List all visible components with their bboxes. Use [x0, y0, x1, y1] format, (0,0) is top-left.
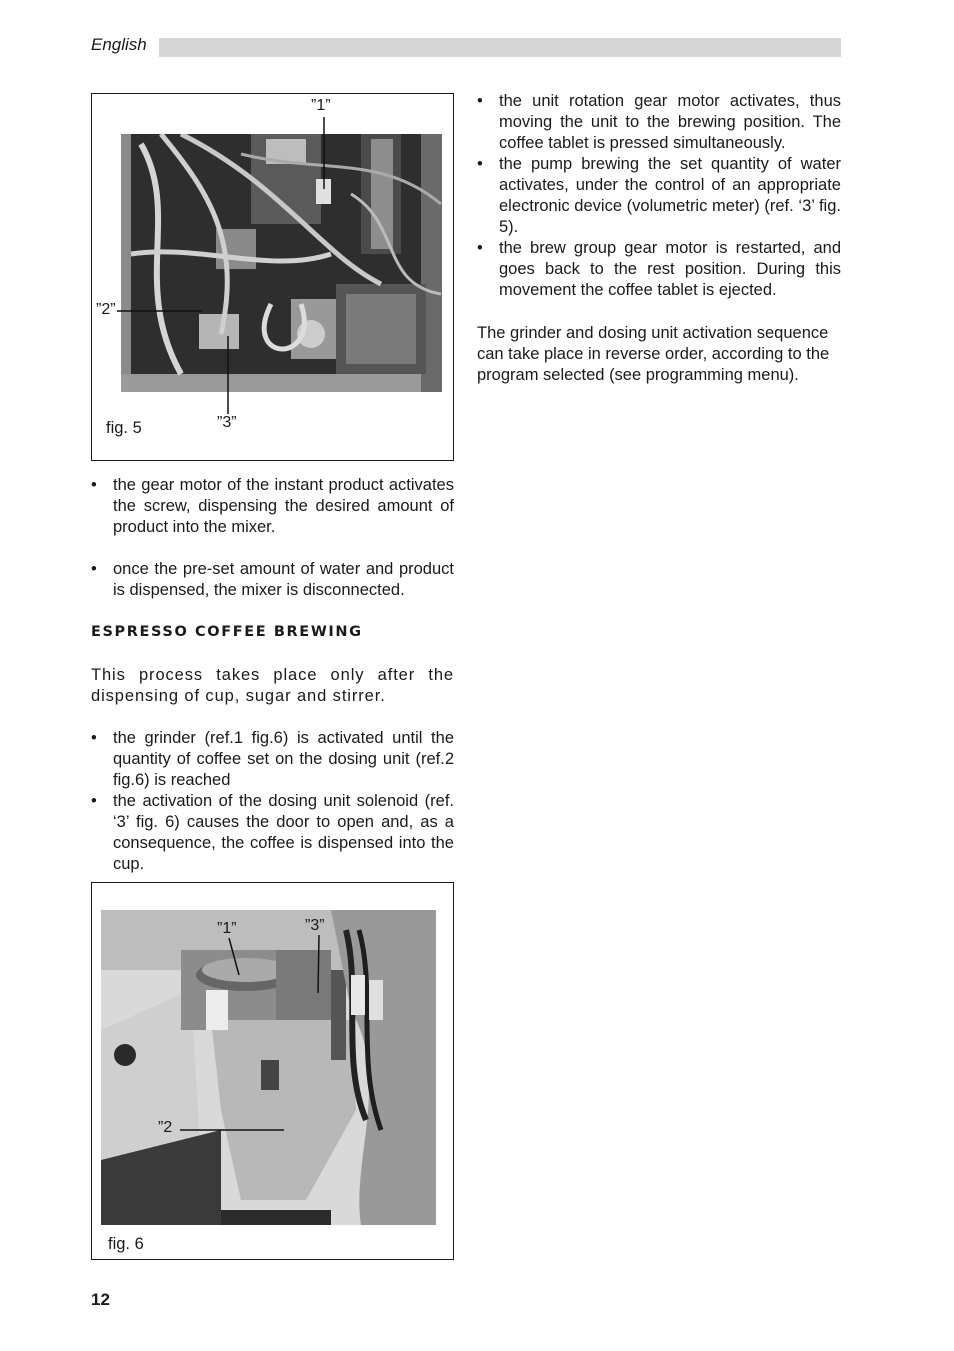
list-item: • the unit rotation gear motor activates, thus moving the unit to the brewing position. The coffee tablet is pressed simultaneously. [477, 92, 841, 152]
section-heading: ESPRESSO COFFEE BREWING [91, 624, 363, 640]
list-item: • the brew group gear motor is restarted, and goes back to the rest position. During this movement the coffee tablet is ejected. [477, 239, 841, 299]
right-bullet-list [477, 91, 841, 301]
right-paragraph: The grinder and dosing unit activation sequence can take place in reverse order, according to the program selected (see programming menu). [477, 324, 830, 384]
list-item: • the grinder (ref.1 fig.6) is activated until the quantity of coffee set on the dosing unit (ref.2 fig.6) is reached [91, 729, 454, 789]
left-bullet-list-1 [91, 475, 454, 601]
list-item: • the pump brewing the set quantity of water activates, under the control of an appropriate electronic device (volumetric meter) (ref. ‘3’ fig. 5). [477, 155, 841, 236]
figure-6-leaders [92, 883, 455, 1261]
figure-5-caption: fig. 5 [106, 419, 142, 437]
figure-5-leaders [92, 94, 455, 462]
figure-5-frame [91, 93, 454, 461]
header-bar [159, 38, 841, 57]
figure-6-label-3: ”3” [305, 917, 325, 934]
figure-5-label-1: ”1” [311, 97, 331, 114]
list-item: • the gear motor of the instant product activates the screw, dispensing the desired amount of product into the mixer. [91, 476, 454, 536]
page-number: 12 [91, 1290, 110, 1309]
left-bullet-list-2 [91, 728, 454, 875]
figure-5-label-2: ”2” [96, 301, 116, 318]
figure-6-label-2: ”2 [158, 1119, 173, 1136]
list-item: • the activation of the dosing unit solenoid (ref. ‘3’ fig. 6) causes the door to open and, as a consequence, the coffee is dispensed into the cup. [91, 792, 454, 873]
section-intro: This process takes place only after the dispensing of cup, sugar and stirrer. [91, 666, 454, 705]
language-label: English [91, 35, 147, 54]
figure-6-caption: fig. 6 [108, 1235, 144, 1253]
figure-6-frame [91, 882, 454, 1260]
figure-5-label-3: ”3” [217, 414, 237, 431]
figure-6-label-1: ”1” [217, 920, 237, 937]
list-item: • once the pre-set amount of water and product is dispensed, the mixer is disconnected. [91, 560, 454, 599]
